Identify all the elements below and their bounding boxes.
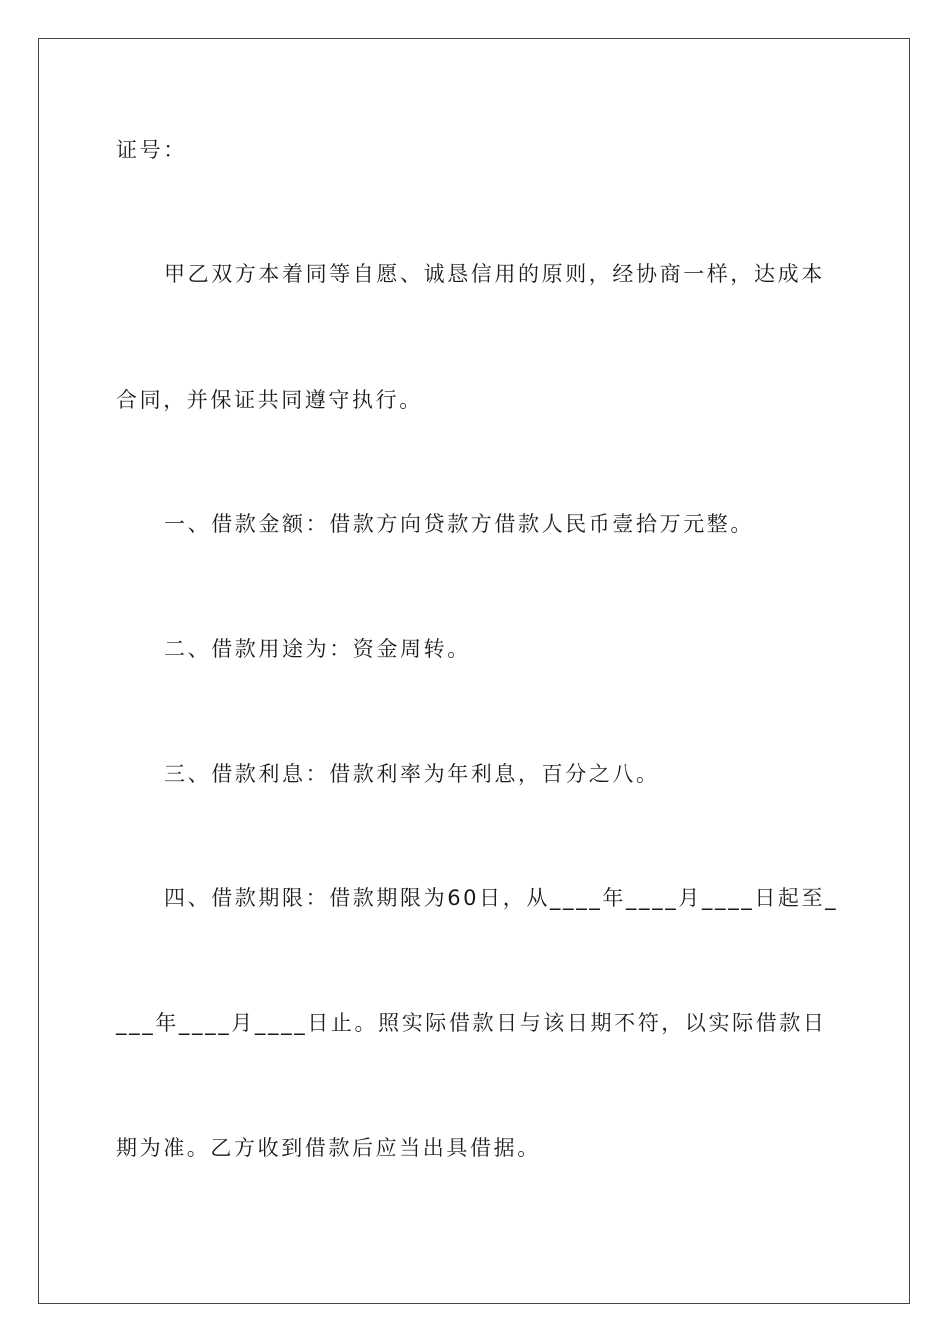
cert-number-label: 证号： [116, 138, 187, 162]
clause-loan-term-line-1: 四、借款期限：借款期限为60日，从____年____月____日起至_ [164, 886, 839, 910]
clause-loan-purpose: 二、借款用途为：资金周转。 [164, 637, 471, 661]
clause-loan-term-line-2: ___年____月____日止。照实际借款日与该日期不符，以实际借款日 [116, 1011, 827, 1035]
clause-loan-term-line-3: 期为准。乙方收到借款后应当出具借据。 [116, 1136, 541, 1160]
page-border [38, 38, 910, 1304]
clause-loan-amount: 一、借款金额：借款方向贷款方借款人民币壹拾万元整。 [164, 512, 754, 536]
intro-paragraph-line-2: 合同，并保证共同遵守执行。 [116, 388, 423, 412]
intro-paragraph-line-1: 甲乙双方本着同等自愿、诚恳信用的原则，经协商一样，达成本 [164, 262, 825, 286]
clause-loan-interest: 三、借款利息：借款利率为年利息，百分之八。 [164, 762, 660, 786]
